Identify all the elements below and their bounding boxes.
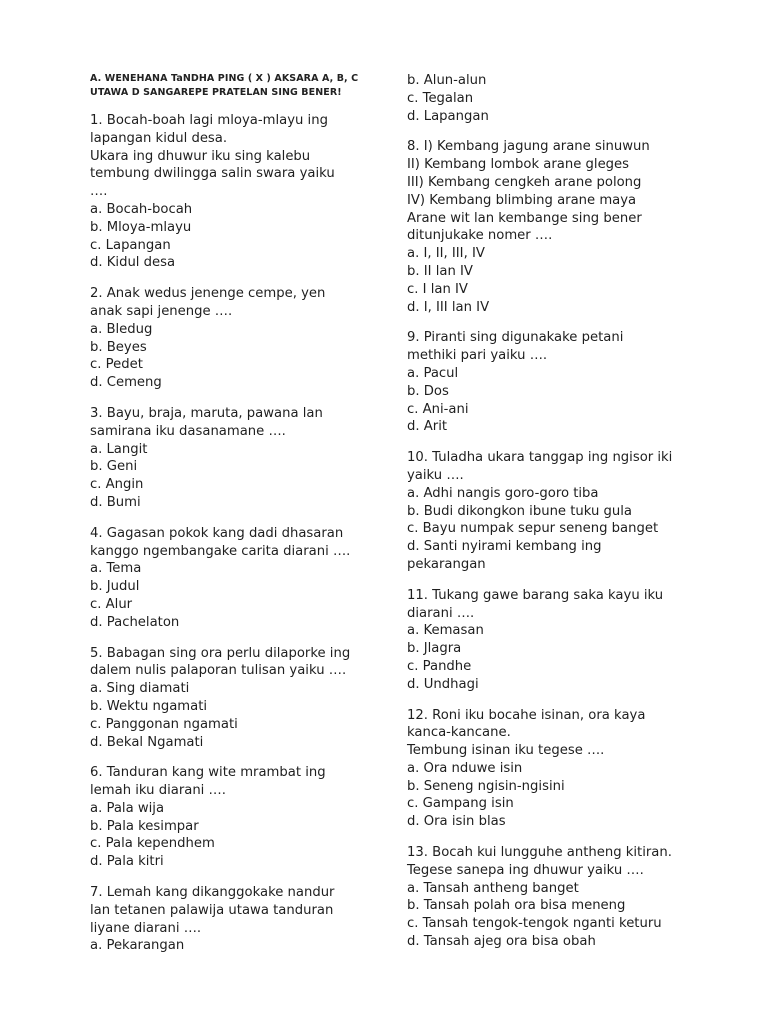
answer-option: a. Pacul [407, 365, 459, 381]
question-text-line: II) Kembang lombok arane gleges [407, 157, 630, 173]
answer-option: b. Tansah polah ora bisa meneng [407, 898, 626, 914]
question-text-line: lemah iku diarani …. [90, 783, 226, 799]
question-block [90, 405, 370, 512]
answer-option: d. Kidul desa [90, 255, 176, 271]
question-block [407, 329, 697, 436]
answer-option: a. Langit [90, 441, 148, 457]
answer-option: c. Pala kependhem [90, 836, 215, 852]
question-block [90, 285, 370, 392]
answer-option: a. Pala wija [90, 800, 165, 816]
answer-option: b. Beyes [90, 339, 147, 355]
instruction-header [90, 72, 370, 100]
answer-option: d. Bumi [90, 494, 141, 510]
answer-option: b. Mloya-mlayu [90, 219, 192, 235]
answer-option: c. Panggonan ngamati [90, 716, 238, 732]
question-text-line: samirana iku dasanamane …. [90, 423, 286, 439]
header-line: A. WENEHANA TaNDHA PING ( X ) AKSARA A, B, C [90, 73, 359, 84]
answer-option: b. Seneng ngisin-ngisini [407, 778, 565, 794]
question-text-line: lan tetanen palawija utawa tanduran [90, 902, 334, 918]
answer-option: d. Arit [407, 419, 448, 435]
question-block [90, 645, 370, 752]
answer-option: d. Tansah ajeg ora bisa obah [407, 934, 596, 950]
question-text-line: …. [90, 184, 108, 200]
answer-option: d. Cemeng [90, 375, 162, 391]
answer-option: a. Tema [90, 561, 142, 577]
answer-option: d. Ora isin blas [407, 814, 506, 830]
question-block [90, 525, 370, 632]
answer-option: c. Gampang isin [407, 796, 514, 812]
question-text-line: methiki pari yaiku …. [407, 348, 548, 364]
question-text-line: liyane diarani …. [90, 920, 202, 936]
question-text-line: 6. Tanduran kang wite mrambat ing [90, 765, 326, 781]
question-text-line: 13. Bocah kui lungguhe antheng kitiran. [407, 845, 672, 861]
answer-option: a. I, II, III, IV [407, 246, 485, 262]
answer-option: b. Alun-alun [407, 73, 487, 88]
right-column [407, 72, 697, 964]
question-block [407, 587, 697, 694]
answer-option: a. Bocah-bocah [90, 201, 193, 217]
question-block [407, 72, 697, 125]
question-text-line: 5. Babagan sing ora perlu dilaporke ing [90, 645, 351, 661]
question-block [407, 138, 697, 316]
question-text-line: lapangan kidul desa. [90, 130, 228, 146]
question-text-line: 8. I) Kembang jagung arane sinuwun [407, 139, 650, 155]
answer-option: pekarangan [407, 556, 486, 572]
answer-option: a. Adhi nangis goro-goro tiba [407, 485, 599, 501]
question-text-line: dalem nulis palaporan tulisan yaiku …. [90, 663, 347, 679]
answer-option: c. Alur [90, 596, 133, 612]
answer-option: a. Tansah antheng banget [407, 880, 579, 896]
answer-option: d. Santi nyirami kembang ing [407, 539, 602, 555]
answer-option: c. I lan IV [407, 281, 468, 297]
answer-option: b. Pala kesimpar [90, 818, 199, 834]
answer-option: b. Jlagra [407, 641, 462, 657]
question-text-line: 3. Bayu, braja, maruta, pawana lan [90, 405, 323, 421]
answer-option: d. Pachelaton [90, 614, 180, 630]
question-block [90, 884, 370, 955]
question-text-line: Tegese sanepa ing dhuwur yaiku …. [407, 862, 644, 878]
answer-option: b. Dos [407, 383, 449, 399]
question-text-line: kanggo ngembangake carita diarani …. [90, 543, 351, 559]
right-question-list [407, 72, 697, 951]
question-text-line: 2. Anak wedus jenenge cempe, yen [90, 286, 326, 302]
answer-option: c. Bayu numpak sepur seneng banget [407, 521, 659, 537]
answer-option: d. Undhagi [407, 676, 479, 692]
answer-option: b. Budi dikongkon ibune tuku gula [407, 503, 633, 519]
answer-option: d. Bekal Ngamati [90, 734, 204, 750]
answer-option: a. Ora nduwe isin [407, 760, 523, 776]
left-question-list [90, 112, 370, 955]
question-text-line: 11. Tukang gawe barang saka kayu iku [407, 587, 664, 603]
question-text-line: 10. Tuladha ukara tanggap ing ngisor iki [407, 450, 673, 466]
answer-option: b. II lan IV [407, 263, 473, 279]
question-text-line: diarani …. [407, 605, 475, 621]
question-block [90, 112, 370, 272]
question-text-line: 4. Gagasan pokok kang dadi dhasaran [90, 525, 344, 541]
question-text-line: 12. Roni iku bocahe isinan, ora kaya [407, 707, 646, 723]
answer-option: c. Pedet [90, 357, 143, 373]
answer-option: c. Pandhe [407, 658, 472, 674]
question-block [407, 707, 697, 832]
question-text-line: Ukara ing dhuwur iku sing kalebu [90, 148, 311, 164]
answer-option: c. Tansah tengok-tengok nganti keturu [407, 916, 662, 932]
question-text-line: anak sapi jenenge …. [90, 303, 233, 319]
answer-option: a. Pekarangan [90, 938, 185, 954]
answer-option: d. I, III lan IV [407, 299, 490, 315]
question-text-line: 1. Bocah-boah lagi mloya-mlayu ing [90, 113, 328, 128]
answer-option: a. Kemasan [407, 623, 484, 639]
question-block [407, 449, 697, 574]
answer-option: c. Angin [90, 477, 144, 493]
question-text-line: tembung dwilingga salin swara yaiku [90, 166, 335, 182]
answer-option: a. Sing diamati [90, 681, 190, 697]
answer-option: c. Tegalan [407, 90, 474, 106]
question-text-line: 9. Piranti sing digunakake petani [407, 330, 624, 346]
question-block [407, 844, 697, 951]
question-text-line: Tembung isinan iku tegese …. [407, 743, 605, 759]
question-text-line: IV) Kembang blimbing arane maya [407, 192, 637, 208]
question-text-line: 7. Lemah kang dikanggokake nandur [90, 885, 335, 901]
answer-option: c. Lapangan [90, 237, 171, 253]
question-text-line: Arane wit lan kembange sing bener [407, 210, 642, 226]
answer-option: b. Judul [90, 579, 140, 595]
answer-option: b. Wektu ngamati [90, 698, 208, 714]
question-text-line: yaiku …. [407, 467, 464, 483]
question-text-line: kanca-kancane. [407, 725, 511, 741]
question-block [90, 764, 370, 871]
answer-option: d. Pala kitri [90, 854, 164, 870]
question-text-line: III) Kembang cengkeh arane polong [407, 174, 642, 190]
answer-option: d. Lapangan [407, 108, 489, 124]
answer-option: c. Ani-ani [407, 401, 469, 417]
question-text-line: ditunjukake nomer …. [407, 228, 553, 244]
answer-option: a. Bledug [90, 321, 153, 337]
answer-option: b. Geni [90, 459, 138, 475]
header-line: UTAWA D SANGAREPE PRATELAN SING BENER! [90, 87, 342, 98]
left-column [90, 72, 370, 968]
